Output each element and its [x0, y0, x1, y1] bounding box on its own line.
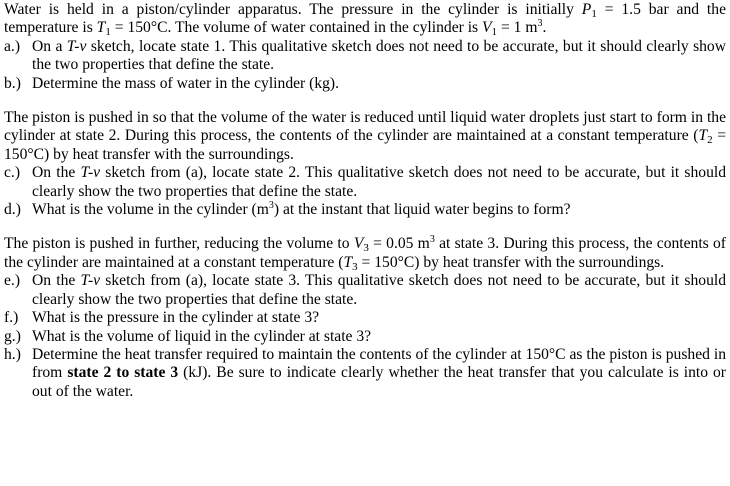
question-h-label: h.) [4, 345, 21, 363]
state2-paragraph: The piston is pushed in so that the volume of the water is reduced until liquid water droplets just start to form in the cylinder at state 2. During this process, the contents of the cylinder are maintained at a constant temperature $(T_2 = 150^\circ C)$ by heat transfer with the surroundings. [4, 109, 726, 163]
question-a-label: a.) [4, 37, 21, 55]
question-c: c.) On the T-v sketch from (a), locate state 2. This qualitative sketch does not need to be accurate, but it should clearly show the two properties that define the state. [4, 164, 727, 200]
question-g: g.) What is the volume of liquid in the cylinder at state 3? [4, 327, 372, 345]
question-b: b.) Determine the mass of water in the cylinder (kg). [4, 74, 340, 92]
question-e-label: e.) [4, 272, 21, 290]
question-g-label: g.) [4, 327, 21, 345]
state3-paragraph: The piston is pushed in further, reducing the volume to $V_3 = 0.05$ $m^3$ at state 3. During this process, the contents of the cylinder are maintained at a constant temperature $(T_3 = 150^\circ C)$ by heat transfer with the surroundings. [4, 234, 726, 273]
question-b-label: b.) [4, 74, 21, 92]
question-d-label: d.) [4, 201, 21, 219]
question-f-label: f.) [4, 309, 19, 327]
question-a: a.) On a T-v sketch, locate state 1. This qualitative sketch does not need to be accurate, but it should clearly show the two properties that define the state. [4, 37, 726, 74]
question-c-label: c.) [4, 164, 21, 182]
question-e: e.) On the T-v sketch from (a), locate state 3. This qualitative sketch does not need to be accurate, but it should clearly show the two properties that define the state. [4, 272, 727, 308]
intro-paragraph: Water is held in a piston/cylinder apparatus. The pressure in the cylinder is initially $P_1 = 1.5$ bar and the temperature is $T_1 = 150^\circ C$. The volume of water contained in the cylinder is $V_1 = 1$ $m^3$. [4, 1, 726, 39]
question-f: f.) What is the pressure in the cylinder at state 3? [4, 309, 320, 327]
question-d: d.) What is the volume in the cylinder $(m^3)$ at the instant that liquid water begins to form? [4, 200, 571, 219]
question-h: h.) Determine the heat transfer required to maintain the contents of the cylinder at 150°C as the piston is pushed in from state 2 to state 3 (kJ). Be sure to indicate clearly whether the heat transfer that you calculate is into or out of the water. [4, 345, 726, 400]
